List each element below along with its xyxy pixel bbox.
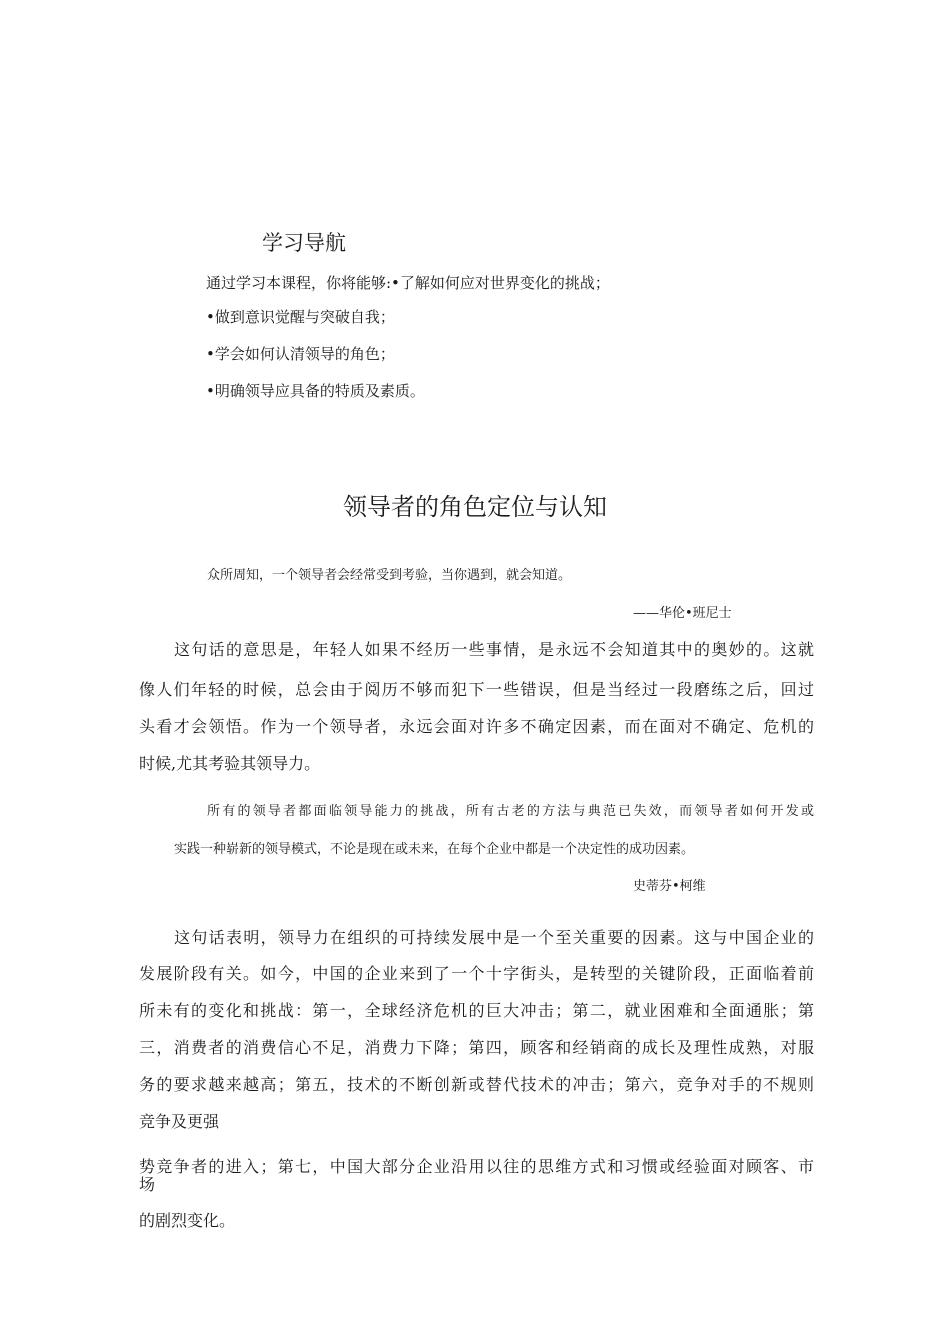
paragraph-line: 三，消费者的消费信心不足，消费力下降；第四，顾客和经销商的成长及理性成熟，对服 — [139, 1038, 814, 1057]
paragraph-line: 竞争及更强 — [139, 1112, 220, 1131]
paragraph-line: 这句话表明，领导力在组织的可持续发展中是一个至关重要的因素。这与中国企业的 — [174, 928, 814, 947]
nav-item: •明确领导应具备的特质及素质。 — [206, 382, 425, 400]
paragraph-line: 所未有的变化和挑战：第一，全球经济危机的巨大冲击；第二，就业困难和全面通胀；第 — [139, 1001, 814, 1020]
paragraph-line: 发展阶段有关。如今，中国的企业来到了一个十字街头，是转型的关键阶段，正面临着前 — [139, 964, 814, 983]
paragraph-line: 场 — [139, 1175, 156, 1194]
nav-intro: 通过学习本课程，你将能够:•了解如何应对世界变化的挑战； — [206, 274, 610, 292]
quote-text: 所有的领导者都面临领导能力的挑战，所有古老的方法与典范已失效，而领导者如何开发或 — [207, 804, 814, 819]
nav-heading: 学习导航 — [262, 231, 346, 255]
section-title: 领导者的角色定位与认知 — [343, 493, 607, 521]
paragraph-line: 这句话的意思是，年轻人如果不经历一些事情，是永远不会知道其中的奥妙的。这就 — [174, 640, 814, 659]
quote-attribution: 史蒂芬•柯维 — [633, 879, 706, 894]
paragraph-line: 像人们年轻的时候，总会由于阅历不够而犯下一些错误，但是当经过一段磨练之后，回过 — [139, 680, 814, 699]
quote-text: 众所周知，一个领导者会经常受到考验，当你遇到，就会知道。 — [207, 568, 572, 583]
paragraph-line: 务的要求越来越高；第五，技术的不断创新或替代技术的冲击；第六，竞争对手的不规则 — [139, 1075, 814, 1094]
nav-item: •学会如何认清领导的角色； — [206, 345, 395, 363]
quote-text: 实践一种崭新的领导模式，不论是现在或未来，在每个企业中都是一个决定性的成功因素。 — [174, 842, 695, 857]
nav-item: •做到意识觉醒与突破自我； — [206, 308, 395, 326]
paragraph-line: 的剧烈变化。 — [139, 1211, 236, 1230]
quote-attribution: ——华伦•班尼士 — [633, 606, 732, 621]
paragraph-line: 势竞争者的进入；第七，中国大部分企业沿用以往的思维方式和习惯或经验面对顾客、市 — [139, 1157, 814, 1176]
paragraph-line: 时候,尤其考验其领导力。 — [139, 754, 321, 773]
paragraph-line: 头看才会领悟。作为一个领导者，永远会面对许多不确定因素，而在面对不确定、危机的 — [139, 717, 814, 736]
